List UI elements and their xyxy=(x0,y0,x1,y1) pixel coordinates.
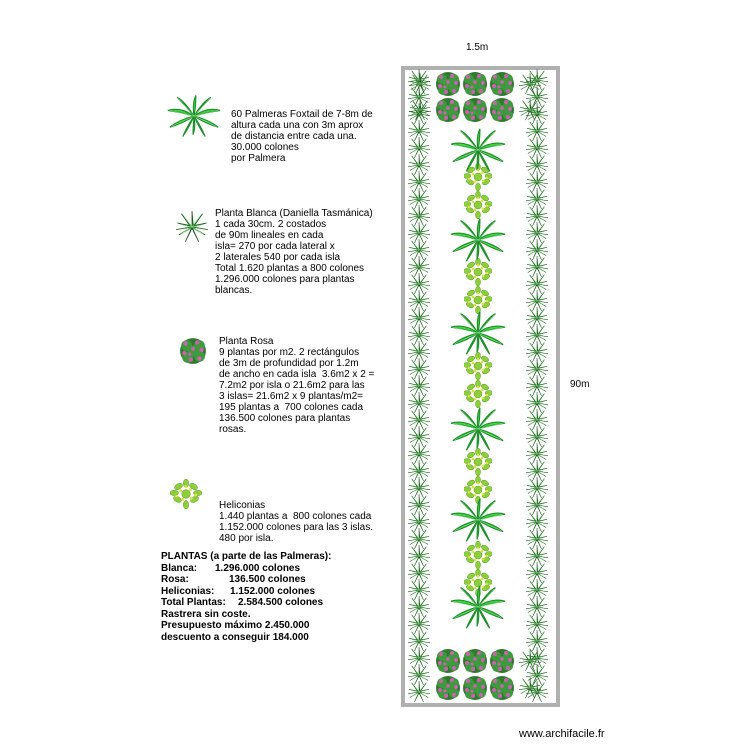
heliconia-icon xyxy=(170,479,202,509)
pink-plant xyxy=(463,72,487,96)
summary-row-rosa: Rosa: 136.500 colones xyxy=(161,574,306,585)
heliconia-description: Heliconias 1.440 plantas a 800 colones cada 1.152.000 colones para las 3 islas. 480 por isla. xyxy=(219,500,373,544)
pink-plant-description: Planta Rosa 9 plantas por m2. 2 rectángulos de 3m de profundidad por 1.2m de ancho en cada isla 3.6m2 x 2 = 7.2m2 por isla o 21.6m2 para las 3 islas= 21.6m2 x 9 plantas/m2= 195 plantas a 700 colones cada 136.500 colones para plantas rosas. xyxy=(219,336,375,435)
summary-note-presupuesto: Presupuesto máximo 2.450.000 xyxy=(161,620,310,631)
summary-title: PLANTAS (a parte de las Palmeras): xyxy=(161,551,332,562)
summary-row-heliconias: Heliconias: 1.152.000 colones xyxy=(161,585,316,597)
pink-plant xyxy=(490,98,514,122)
length-dimension-label: 90m xyxy=(570,379,590,390)
summary-note-rastrera: Rastrera sin coste. xyxy=(161,608,251,620)
pink-plant xyxy=(490,72,514,96)
summary-note-descuento: descuento a conseguir 184.000 xyxy=(161,631,309,643)
pink-plant xyxy=(490,649,514,673)
white-plant-description: Planta Blanca (Daniella Tasmánica) 1 cada 30cm. 2 costados de 90m lineales en cada isla= 270 por cada lateral x 2 laterales 540 por cada isla Total 1.620 plantas a 800 colones 1.296.000 colones para plantas blancas. xyxy=(215,208,373,296)
pink-plant-icon xyxy=(180,338,206,364)
pink-plant xyxy=(463,649,487,673)
pink-plant xyxy=(463,676,487,700)
summary-row-total: Total Plantas: 2.584.500 colones xyxy=(161,597,324,608)
watermark: www.archifacile.fr xyxy=(519,728,605,740)
palm-icon xyxy=(168,95,220,136)
palm-description: 60 Palmeras Foxtail de 7-8m de altura cada una con 3m aprox de distancia entre cada una. 30.000 colones por Palmera xyxy=(231,109,373,164)
budget-summary xyxy=(161,551,331,643)
pink-plant xyxy=(490,676,514,700)
pink-plant xyxy=(436,98,460,122)
white-plant-icon xyxy=(176,211,208,242)
width-dimension-label: 1.5m xyxy=(466,42,489,53)
pink-plant xyxy=(436,72,460,96)
summary-row-blanca: Blanca: 1.296.000 colones xyxy=(161,562,301,574)
pink-plant xyxy=(436,649,460,673)
pink-plant xyxy=(463,98,487,122)
pink-plant xyxy=(436,676,460,700)
